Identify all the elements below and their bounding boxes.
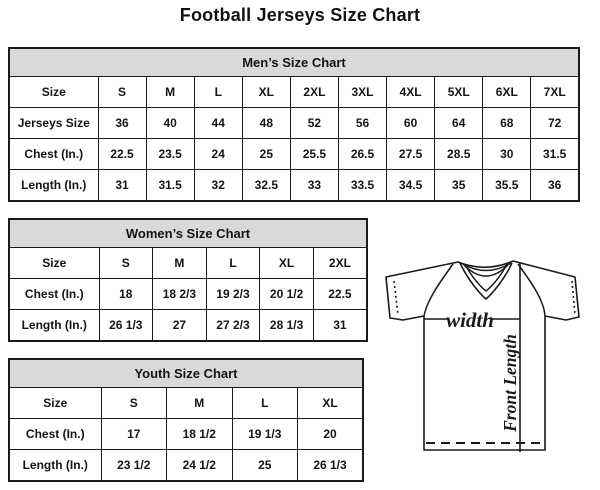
data-cell: L <box>206 248 260 279</box>
data-cell: 4XL <box>387 77 435 108</box>
page-title: Football Jerseys Size Chart <box>179 5 421 25</box>
data-cell: 35.5 <box>483 170 531 202</box>
men-table-title: Men’s Size Chart <box>9 48 579 77</box>
data-cell: 52 <box>290 108 338 139</box>
data-cell: 27.5 <box>387 139 435 170</box>
data-cell: 3XL <box>338 77 386 108</box>
data-cell: 31 <box>313 310 367 342</box>
data-cell: 36 <box>98 108 146 139</box>
data-cell: 28.5 <box>435 139 483 170</box>
data-cell: 32.5 <box>242 170 290 202</box>
front-length-label: Front Length <box>500 334 520 432</box>
data-cell: M <box>167 388 233 419</box>
table-row <box>9 248 367 279</box>
data-cell: 34.5 <box>387 170 435 202</box>
data-cell: 26.5 <box>338 139 386 170</box>
data-cell: 40 <box>146 108 194 139</box>
data-cell: 24 <box>194 139 242 170</box>
data-cell: 18 2/3 <box>153 279 207 310</box>
data-cell: 19 2/3 <box>206 279 260 310</box>
data-cell: 32 <box>194 170 242 202</box>
row-header-cell: Length (In.) <box>9 450 101 482</box>
data-cell: 20 <box>298 419 364 450</box>
data-cell: 20 1/2 <box>260 279 314 310</box>
data-cell: 31.5 <box>146 170 194 202</box>
mens-table <box>8 47 580 202</box>
data-cell: 31 <box>98 170 146 202</box>
data-cell: 35 <box>435 170 483 202</box>
width-label: width <box>446 308 494 332</box>
data-cell: XL <box>260 248 314 279</box>
row-header-cell: Jerseys Size <box>9 108 98 139</box>
data-cell: 33.5 <box>338 170 386 202</box>
row-header-cell: Chest (In.) <box>9 139 98 170</box>
table-row <box>9 388 363 419</box>
data-cell: 48 <box>242 108 290 139</box>
table-row <box>9 450 363 482</box>
data-cell: 26 1/3 <box>298 450 364 482</box>
row-header-cell: Size <box>9 77 98 108</box>
data-cell: 31.5 <box>531 139 579 170</box>
table-row <box>9 139 579 170</box>
data-cell: L <box>232 388 298 419</box>
jersey-outline <box>386 261 579 450</box>
data-cell: 19 1/3 <box>232 419 298 450</box>
data-cell: 28 1/3 <box>260 310 314 342</box>
data-cell: 24 1/2 <box>167 450 233 482</box>
row-header-cell: Size <box>9 248 99 279</box>
data-cell: M <box>153 248 207 279</box>
data-cell: 22.5 <box>313 279 367 310</box>
data-cell: 25 <box>232 450 298 482</box>
youth-table-title: Youth Size Chart <box>9 359 363 388</box>
data-cell: 6XL <box>483 77 531 108</box>
table-title-row <box>9 48 579 77</box>
youth-table <box>8 358 364 482</box>
data-cell: L <box>194 77 242 108</box>
table-row <box>9 170 579 202</box>
row-header-cell: Length (In.) <box>9 170 98 202</box>
womens-table <box>8 218 368 342</box>
data-cell: 56 <box>338 108 386 139</box>
data-cell: 60 <box>387 108 435 139</box>
data-cell: 17 <box>101 419 167 450</box>
mens-size-chart <box>8 47 580 202</box>
data-cell: 44 <box>194 108 242 139</box>
data-cell: 25 <box>242 139 290 170</box>
jersey-diagram-svg <box>370 245 598 460</box>
table-title-row <box>9 219 367 248</box>
womens-size-chart <box>8 218 368 342</box>
data-cell: 2XL <box>290 77 338 108</box>
data-cell: 18 1/2 <box>167 419 233 450</box>
data-cell: S <box>98 77 146 108</box>
row-header-cell: Chest (In.) <box>9 419 101 450</box>
data-cell: 25.5 <box>290 139 338 170</box>
data-cell: 64 <box>435 108 483 139</box>
table-row <box>9 108 579 139</box>
table-row <box>9 310 367 342</box>
data-cell: 72 <box>531 108 579 139</box>
data-cell: 27 2/3 <box>206 310 260 342</box>
data-cell: XL <box>298 388 364 419</box>
data-cell: 23 1/2 <box>101 450 167 482</box>
data-cell: 26 1/3 <box>99 310 153 342</box>
data-cell: 18 <box>99 279 153 310</box>
data-cell: 23.5 <box>146 139 194 170</box>
data-cell: 5XL <box>435 77 483 108</box>
data-cell: M <box>146 77 194 108</box>
row-header-cell: Size <box>9 388 101 419</box>
data-cell: S <box>99 248 153 279</box>
data-cell: XL <box>242 77 290 108</box>
youth-size-chart <box>8 358 364 482</box>
data-cell: 36 <box>531 170 579 202</box>
women-table-title: Women’s Size Chart <box>9 219 367 248</box>
data-cell: 33 <box>290 170 338 202</box>
data-cell: 68 <box>483 108 531 139</box>
data-cell: 30 <box>483 139 531 170</box>
data-cell: 7XL <box>531 77 579 108</box>
data-cell: 22.5 <box>98 139 146 170</box>
table-row <box>9 279 367 310</box>
row-header-cell: Length (In.) <box>9 310 99 342</box>
table-row <box>9 419 363 450</box>
table-row <box>9 77 579 108</box>
data-cell: S <box>101 388 167 419</box>
row-header-cell: Chest (In.) <box>9 279 99 310</box>
data-cell: 27 <box>153 310 207 342</box>
jersey-measurement-diagram <box>370 245 598 460</box>
data-cell: 2XL <box>313 248 367 279</box>
table-title-row <box>9 359 363 388</box>
